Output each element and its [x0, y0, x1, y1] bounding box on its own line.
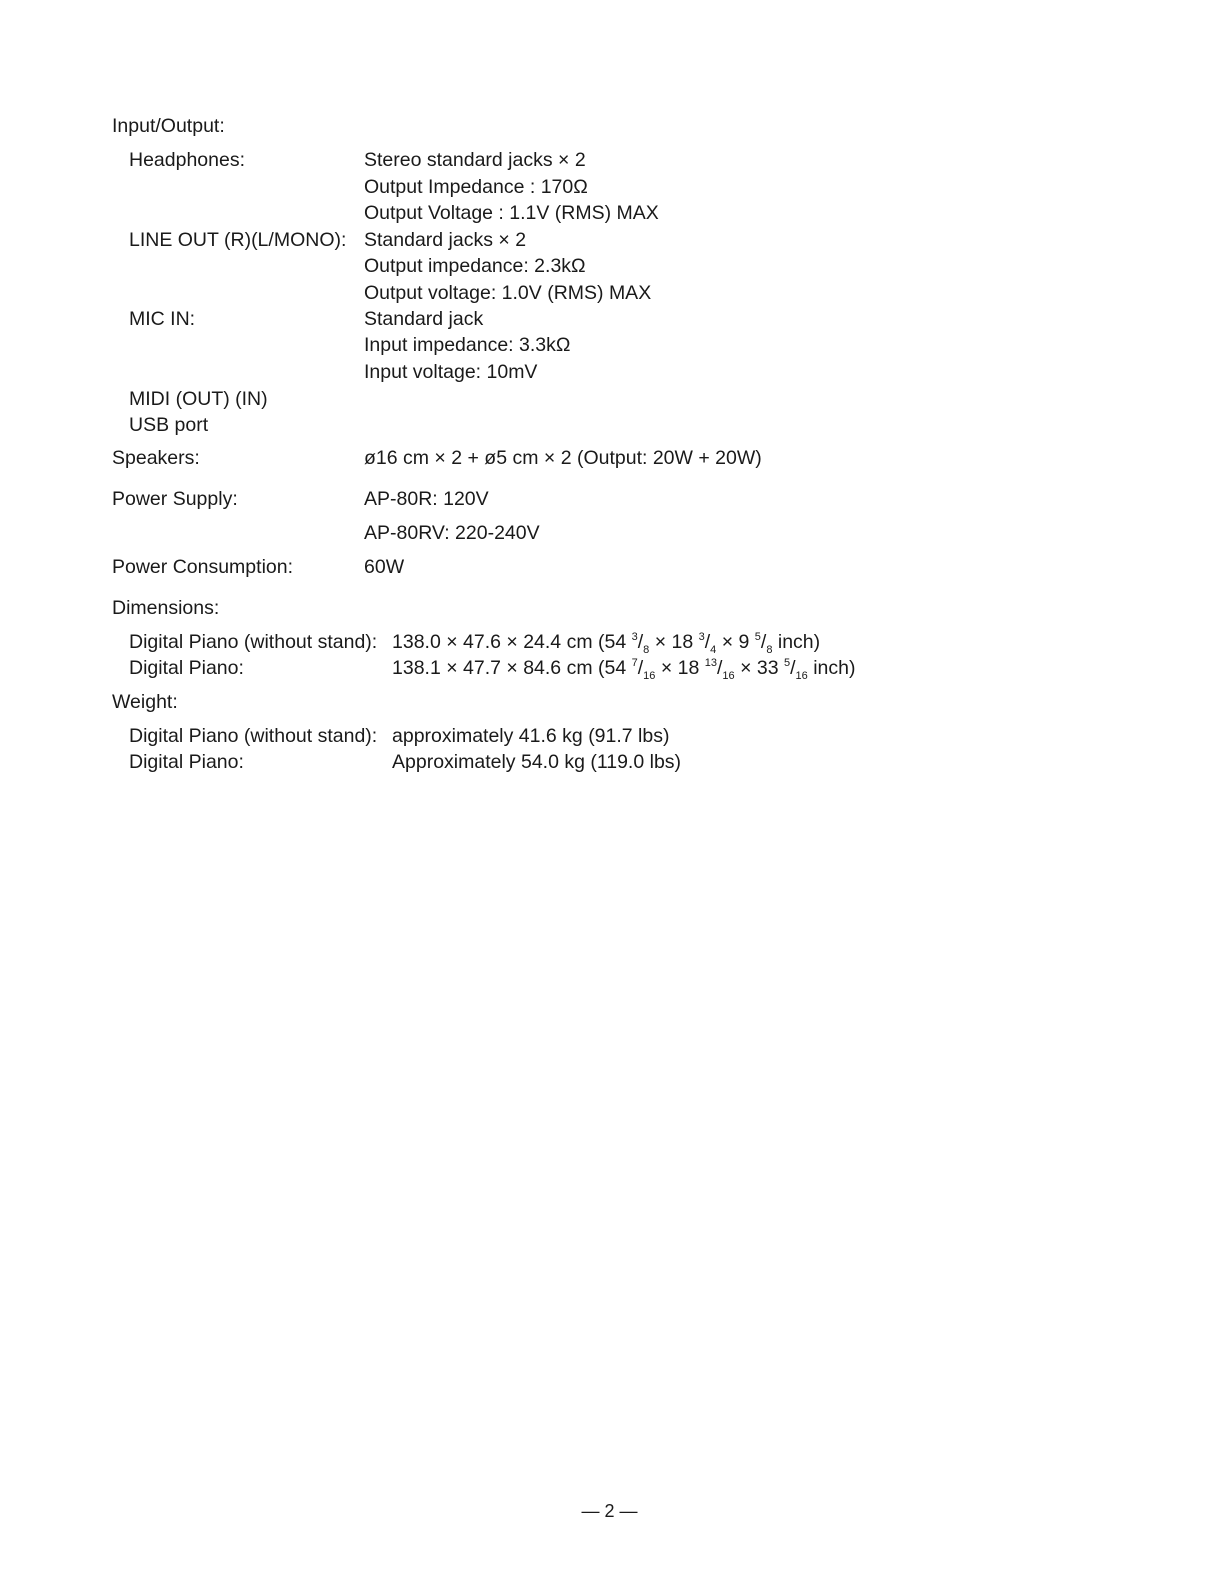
- fraction-denominator: 16: [722, 670, 735, 682]
- headphones-voltage: Output Voltage : 1.1V (RMS) MAX: [364, 202, 659, 224]
- power-supply-label: Power Supply:: [112, 488, 238, 510]
- weight-with-stand-value: Approximately 54.0 kg (119.0 lbs): [392, 751, 682, 773]
- mic-in-jack: Standard jack: [364, 308, 484, 330]
- weight-heading: Weight:: [112, 691, 178, 713]
- fraction-denominator: 16: [643, 670, 656, 682]
- fraction-numerator: 3: [631, 631, 638, 643]
- fraction-denominator: 4: [710, 644, 717, 656]
- fraction-denominator: 16: [795, 670, 808, 682]
- input-output-heading: Input/Output:: [112, 115, 225, 137]
- headphones-label: Headphones:: [129, 149, 246, 171]
- fraction-numerator: 5: [754, 631, 761, 643]
- midi-label: MIDI (OUT) (IN): [129, 388, 268, 410]
- weight-with-stand-label: Digital Piano:: [129, 751, 244, 773]
- fraction-numerator: 3: [698, 631, 705, 643]
- line-out-voltage: Output voltage: 1.0V (RMS) MAX: [364, 282, 652, 304]
- fraction-denominator: 8: [766, 644, 773, 656]
- dimensions-unit: inch): [777, 631, 821, 653]
- power-supply-120v: AP-80R: 120V: [364, 488, 489, 510]
- dimensions-without-stand-value: 138.0 × 47.6 × 24.4 cm (54 $^3/_8 \times 18$ $^3/_4 \times 9$ $^5/_8$ inch): [392, 631, 821, 656]
- dimensions-inch-part: × 18: [654, 631, 694, 653]
- fraction-numerator: 13: [704, 657, 717, 669]
- power-consumption-label: Power Consumption:: [112, 556, 294, 578]
- speakers-value: ø16 cm × 2 + ø5 cm × 2 (Output: 20W + 20W): [364, 447, 762, 469]
- headphones-impedance: Output Impedance : 170Ω: [364, 176, 588, 198]
- line-out-impedance: Output impedance: 2.3kΩ: [364, 255, 586, 277]
- power-consumption-value: 60W: [364, 556, 405, 578]
- mic-in-impedance: Input impedance: 3.3kΩ: [364, 334, 571, 356]
- dimensions-heading: Dimensions:: [112, 597, 220, 619]
- dimensions-metric: 138.0 × 47.6 × 24.4 cm (54: [392, 631, 627, 653]
- fraction-numerator: 5: [784, 657, 791, 669]
- fraction-denominator: 8: [643, 644, 650, 656]
- page-number: — 2 —: [581, 1501, 638, 1521]
- speakers-label: Speakers:: [112, 447, 200, 469]
- dimensions-unit: inch): [813, 657, 856, 679]
- dimensions-without-stand-label: Digital Piano (without stand):: [129, 631, 378, 653]
- dimensions-metric: 138.1 × 47.7 × 84.6 cm (54: [392, 657, 627, 679]
- weight-without-stand-label: Digital Piano (without stand):: [129, 725, 378, 747]
- mic-in-voltage: Input voltage: 10mV: [364, 361, 538, 383]
- weight-without-stand-value: approximately 41.6 kg (91.7 lbs): [392, 725, 670, 747]
- fraction-numerator: 7: [631, 657, 638, 669]
- power-supply-220v: AP-80RV: 220-240V: [364, 522, 540, 544]
- line-out-label: LINE OUT (R)(L/MONO):: [129, 229, 347, 251]
- dimensions-with-stand-label: Digital Piano:: [129, 657, 244, 679]
- dimensions-inch-part: × 18: [660, 657, 700, 679]
- headphones-jacks: Stereo standard jacks × 2: [364, 149, 586, 171]
- dimensions-inch-part: × 33: [740, 657, 779, 679]
- line-out-jacks: Standard jacks × 2: [364, 229, 527, 251]
- usb-label: USB port: [129, 414, 209, 436]
- dimensions-inch-part: × 9: [721, 631, 750, 653]
- dimensions-with-stand-value: 138.1 × 47.7 × 84.6 cm (54 $^7/_{16} \times 18$ $^{13}/_{16} \times 33$ $^5/_{16}$ inch): [392, 657, 856, 682]
- mic-in-label: MIC IN:: [129, 308, 196, 330]
